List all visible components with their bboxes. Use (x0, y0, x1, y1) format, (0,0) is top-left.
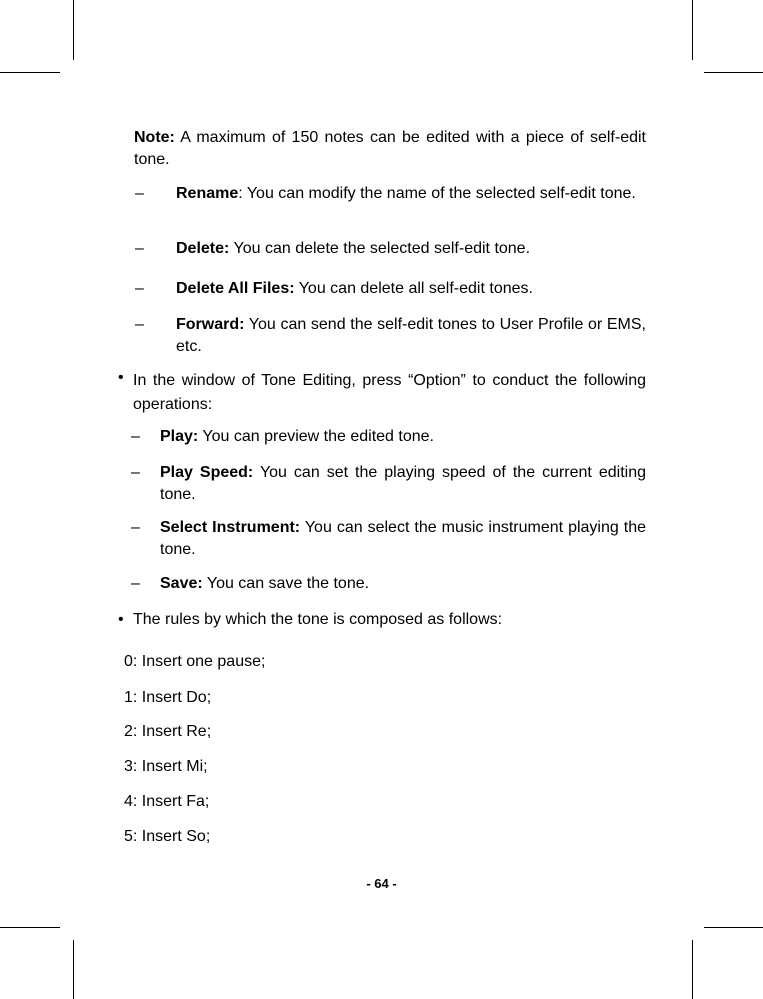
crop-mark-top-right-horizontal (704, 72, 763, 73)
dash-marker: – (131, 464, 140, 481)
crop-mark-bottom-left-horizontal (0, 927, 60, 928)
op-label: Play Speed: (160, 464, 254, 481)
dash-marker: – (135, 280, 144, 297)
dash-marker: – (135, 185, 144, 202)
crop-mark-bottom-right-horizontal (704, 927, 763, 928)
op-text: You can preview the edited tone. (198, 428, 434, 445)
tone-editing-intro: In the window of Tone Editing, press “Option” to conduct the following operations: (133, 372, 646, 413)
rules-intro: The rules by which the tone is composed as follows: (133, 611, 503, 628)
option-label: Rename (176, 185, 239, 202)
op-text: You can select the music instrument playing the tone. (160, 519, 647, 558)
op-label: Save: (160, 575, 203, 592)
rule-item: 2: Insert Re; (124, 723, 212, 740)
crop-mark-bottom-right-vertical (692, 940, 693, 999)
rule-item: 0: Insert one pause; (124, 653, 266, 670)
dash-marker: – (131, 519, 140, 536)
option-label: Delete All Files: (176, 280, 295, 297)
option-text: : You can modify the name of the selected self-edit tone. (238, 185, 636, 202)
bullet-marker: • (118, 369, 124, 386)
op-save (160, 573, 646, 595)
rule-item: 3: Insert Mi; (124, 758, 208, 775)
op-play (160, 426, 646, 448)
rule-item: 5: Insert So; (124, 828, 211, 845)
crop-mark-top-left-horizontal (0, 72, 60, 73)
option-label: Forward: (176, 316, 245, 333)
op-label: Play: (160, 428, 199, 445)
option-rename (176, 183, 646, 205)
dash-marker: – (135, 240, 144, 257)
crop-mark-top-left-vertical (73, 0, 74, 60)
crop-mark-bottom-left-vertical (73, 940, 74, 999)
op-text: You can save the tone. (202, 575, 370, 592)
crop-mark-top-right-vertical (692, 0, 693, 60)
op-select-instrument (160, 517, 646, 561)
option-delete (176, 238, 646, 260)
op-play-speed (160, 462, 646, 506)
rule-item: 1: Insert Do; (124, 689, 212, 706)
bullet-marker: • (118, 611, 124, 628)
note-text: A maximum of 150 notes can be edited with a piece of self-edit tone. (134, 129, 646, 168)
page-number: - 64 - (366, 876, 397, 891)
option-text: You can send the self-edit tones to User Profile or EMS, etc. (176, 316, 646, 355)
option-delete-all-files (176, 278, 646, 300)
note-paragraph (134, 127, 646, 171)
note-label: Note: (134, 129, 175, 146)
option-text: You can delete the selected self-edit tone. (229, 240, 531, 257)
dash-marker: – (131, 428, 140, 445)
option-label: Delete: (176, 240, 230, 257)
dash-marker: – (131, 575, 140, 592)
op-label: Select Instrument: (160, 519, 301, 536)
option-text: You can delete all self-edit tones. (294, 280, 533, 297)
option-forward (176, 314, 646, 358)
dash-marker: – (135, 316, 144, 333)
rule-item: 4: Insert Fa; (124, 793, 210, 810)
op-text: You can set the playing speed of the current editing tone. (160, 464, 647, 503)
